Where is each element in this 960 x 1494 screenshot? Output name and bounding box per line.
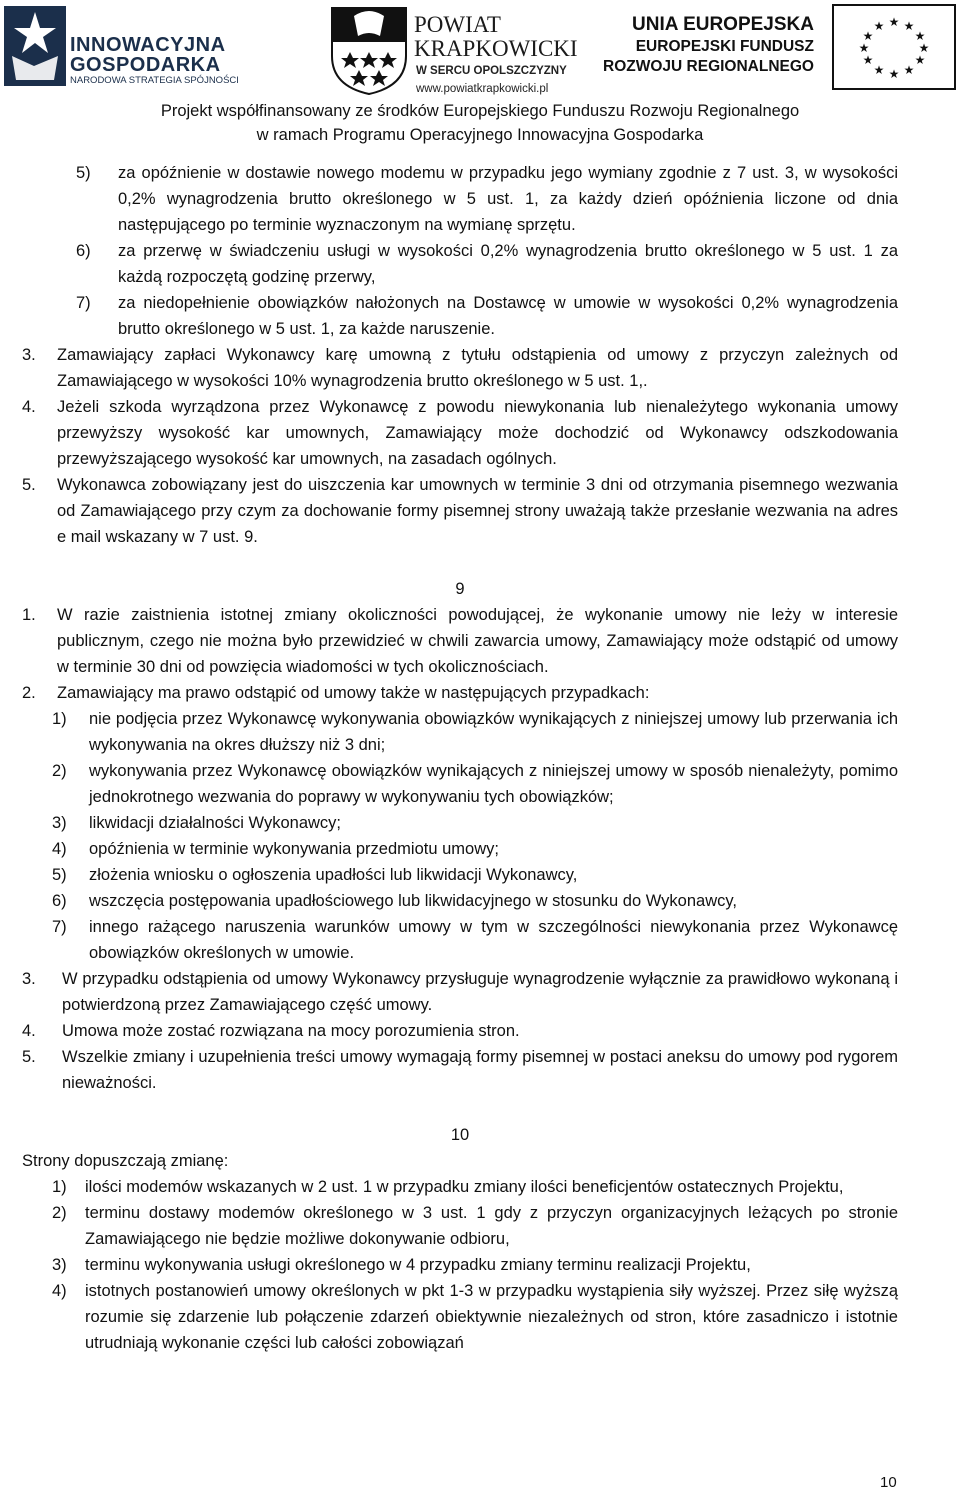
- svg-text:★: ★: [862, 53, 874, 67]
- unia-europejska-logo: [600, 12, 960, 102]
- list-item: [22, 810, 898, 836]
- list-item: [22, 1044, 898, 1096]
- item-text: innego rażącego naruszenia warunków umowy w tym w szczególności niewykonania przez Wykonawcę obowiązków określonych w umowie.: [89, 918, 898, 962]
- logo-ig-line3: NARODOWA STRATEGIA SPÓJNOŚCI: [70, 75, 239, 86]
- item-number: 6): [76, 242, 91, 260]
- section-heading-9: 9: [455, 580, 465, 598]
- list-item: [22, 888, 898, 914]
- star-figure-icon: [4, 6, 66, 86]
- item-number: 6): [52, 892, 67, 910]
- item-text: W razie zaistnienia istotnej zmiany okoliczności powodującej, że wykonanie umowy nie leży w interesie publicznym, czego nie można było przewidzieć w chwili zawarcia umowy, Zamawiający może odstąpić od umowy w terminie 30 dni od powzięcia wiadomości w tych okolicznościach.: [57, 606, 898, 676]
- page-header: [0, 0, 960, 150]
- item-number: 2.: [22, 684, 36, 702]
- list-item: [22, 238, 898, 290]
- section-intro: Strony dopuszczają zmianę:: [22, 1152, 229, 1170]
- item-text: Umowa może zostać rozwiązana na mocy porozumienia stron.: [62, 1022, 520, 1040]
- svg-text:★: ★: [903, 63, 915, 77]
- list-item: [22, 394, 898, 472]
- list-item: [22, 160, 898, 238]
- list-item: [22, 1200, 898, 1252]
- svg-text:★: ★: [903, 19, 915, 33]
- item-text: W przypadku odstąpienia od umowy Wykonawcy przysługuje wynagrodzenie wyłącznie za prawidłowo wykonaną i potwierdzoną przez Zamawiającego część umowy.: [62, 970, 898, 1014]
- item-text: nie podjęcia przez Wykonawcę wykonywania obowiązków wynikających z niniejszej umowy lub przerwania ich wykonywania na okres dłuższy niż 3 dni;: [89, 710, 898, 754]
- item-text: istotnych postanowień umowy określonych w pkt 1-3 w przypadku wystąpienia siły wyższej. Przez siłę wyższą rozumie się zdarzenie lub połączenie zdarzeń obiektywnie niezależnych od stron, które zasadniczo i istotnie utrudniają wykonanie części lub całości zobowiązań: [85, 1282, 898, 1352]
- svg-text:★: ★: [862, 29, 874, 43]
- logo-pk-line3: W SERCU OPOLSZCZYZNY: [416, 65, 567, 77]
- powiat-krapkowicki-logo: [330, 6, 590, 96]
- item-text: wszczęcia postępowania upadłościowego lub likwidacyjnego w stosunku do Wykonawcy,: [89, 892, 737, 910]
- item-text: Zamawiający zapłaci Wykonawcy karę umowną z tytułu odstąpienia od umowy z przyczyn zależnych od Zamawiającego w wysokości 10% wynagrodzenia brutto określonego w 5 ust. 1,.: [57, 346, 898, 390]
- item-number: 1.: [22, 606, 36, 624]
- item-text: terminu dostawy modemów określonego w 3 ust. 1 gdy z przyczyn organizacyjnych leżących po stronie Zamawiającego nie będzie możliwe dokonywanie odbioru,: [85, 1204, 898, 1248]
- item-number: 4.: [22, 1022, 36, 1040]
- item-number: 5): [52, 866, 67, 884]
- section-heading-10: 10: [450, 1126, 470, 1144]
- item-number: 3): [52, 1256, 67, 1274]
- list-item: [22, 1018, 898, 1044]
- item-number: 5.: [22, 476, 36, 494]
- list-item: [22, 758, 898, 810]
- svg-text:★: ★: [873, 63, 885, 77]
- item-text: wykonywania przez Wykonawcę obowiązków wynikających z niniejszej umowy w sposób nienależyty, pomimo jednokrotnego wezwania do poprawy w wykonywaniu tych obowiązków;: [89, 762, 898, 806]
- list-item: [22, 342, 898, 394]
- list-item: [22, 706, 898, 758]
- page-number: 10: [880, 1474, 897, 1491]
- item-number: 4): [52, 840, 67, 858]
- item-number: 5.: [22, 1048, 36, 1066]
- item-number: 1): [52, 710, 67, 728]
- item-text: Wszelkie zmiany i uzupełnienia treści umowy wymagają formy pisemnej w postaci aneksu do umowy pod rygorem nieważności.: [62, 1048, 898, 1092]
- item-text: ilości modemów wskazanych w 2 ust. 1 w przypadku zmiany ilości beneficjentów ostatecznych Projektu,: [85, 1178, 844, 1196]
- item-number: 2): [52, 762, 67, 780]
- item-number: 2): [52, 1204, 67, 1222]
- innowacyjna-gospodarka-logo: [4, 6, 244, 86]
- item-number: 1): [52, 1178, 67, 1196]
- logo-pk-line1: POWIAT: [414, 12, 501, 37]
- coat-of-arms-icon: [330, 6, 408, 96]
- item-number: 7): [52, 918, 67, 936]
- svg-text:★: ★: [918, 41, 930, 55]
- project-cofinancing-line2: w ramach Programu Operacyjnego Innowacyjna Gospodarka: [256, 126, 704, 144]
- document-body: [22, 160, 898, 1356]
- item-text: za przerwę w świadczeniu usługi w wysokości 0,2% wynagrodzenia brutto określonego w 5 ust. 1 za każdą rozpoczętą godzinę przerwy,: [118, 242, 898, 286]
- svg-text:★: ★: [858, 41, 870, 55]
- item-number: 4): [52, 1282, 67, 1300]
- svg-text:★: ★: [888, 67, 900, 81]
- item-text: za opóźnienie w dostawie nowego modemu w przypadku jego wymiany zgodnie z 7 ust. 3, w wysokości 0,2% wynagrodzenia brutto określonego w 5 ust. 1, za każdy dzień opóźnienia liczone od dnia następującego po terminie wyznaczonym na wymianę sprzętu.: [118, 164, 898, 234]
- item-text: likwidacji działalności Wykonawcy;: [89, 814, 342, 832]
- logo-ue-line1: UNIA EUROPEJSKA: [632, 14, 814, 35]
- item-text: opóźnienia w terminie wykonywania przedmiotu umowy;: [89, 840, 499, 858]
- item-number: 7): [76, 294, 91, 312]
- list-item: [22, 836, 898, 862]
- svg-text:★: ★: [914, 29, 926, 43]
- list-item: [22, 602, 898, 680]
- list-item: [22, 680, 898, 706]
- project-cofinancing-line1: Projekt współfinansowany ze środków Europejskiego Funduszu Rozwoju Regionalnego: [160, 102, 800, 120]
- item-text: Jeżeli szkoda wyrządzona przez Wykonawcę z powodu niewykonania lub nienależytego wykonania umowy przewyższy wysokość kar umownych, Zamawiający może dochodzić od Wykonawcy odszkodowania przewyższającego wysokość kar umownych, na zasadach ogólnych.: [57, 398, 898, 468]
- list-item: [22, 914, 898, 966]
- list-item: [22, 290, 898, 342]
- item-text: Zamawiający ma prawo odstąpić od umowy także w następujących przypadkach:: [57, 684, 650, 702]
- item-number: 4.: [22, 398, 36, 416]
- item-number: 3.: [22, 346, 36, 364]
- eu-flag-icon: [832, 4, 956, 90]
- list-item: [22, 1252, 898, 1278]
- svg-text:★: ★: [888, 15, 900, 29]
- svg-text:★: ★: [914, 53, 926, 67]
- list-item: [22, 862, 898, 888]
- logo-ue-line3: ROZWOJU REGIONALNEGO: [603, 58, 814, 75]
- logo-ig-line1: INNOWACYJNA: [70, 34, 226, 56]
- item-text: terminu wykonywania usługi określonego w 4 przypadku zmiany terminu realizacji Projektu,: [85, 1256, 751, 1274]
- list-item: [22, 966, 898, 1018]
- list-item: [22, 1278, 898, 1356]
- item-text: złożenia wniosku o ogłoszenia upadłości lub likwidacji Wykonawcy,: [89, 866, 578, 884]
- logo-ue-line2: EUROPEJSKI FUNDUSZ: [635, 38, 814, 55]
- logo-pk-line2: KRAPKOWICKI: [414, 36, 578, 61]
- svg-text:★: ★: [873, 19, 885, 33]
- item-number: 3): [52, 814, 67, 832]
- item-number: 5): [76, 164, 91, 182]
- item-text: za niedopełnienie obowiązków nałożonych na Dostawcę w umowie w wysokości 0,2% wynagrodzenia brutto określonego w 5 ust. 1, za każde naruszenie.: [118, 294, 898, 338]
- list-item: [22, 1174, 898, 1200]
- logo-pk-url: www.powiatkrapkowicki.pl: [416, 83, 549, 95]
- list-item: [22, 472, 898, 550]
- item-text: Wykonawca zobowiązany jest do uiszczenia kar umownych w terminie 3 dni od otrzymania pisemnego wezwania od Zamawiającego przy czym za dochowanie formy pisemnej strony uważają także przesłanie wezwania na adres e mail wskazany w 7 ust. 9.: [57, 476, 898, 546]
- logo-ig-line2: GOSPODARKA: [70, 54, 221, 76]
- item-number: 3.: [22, 970, 36, 988]
